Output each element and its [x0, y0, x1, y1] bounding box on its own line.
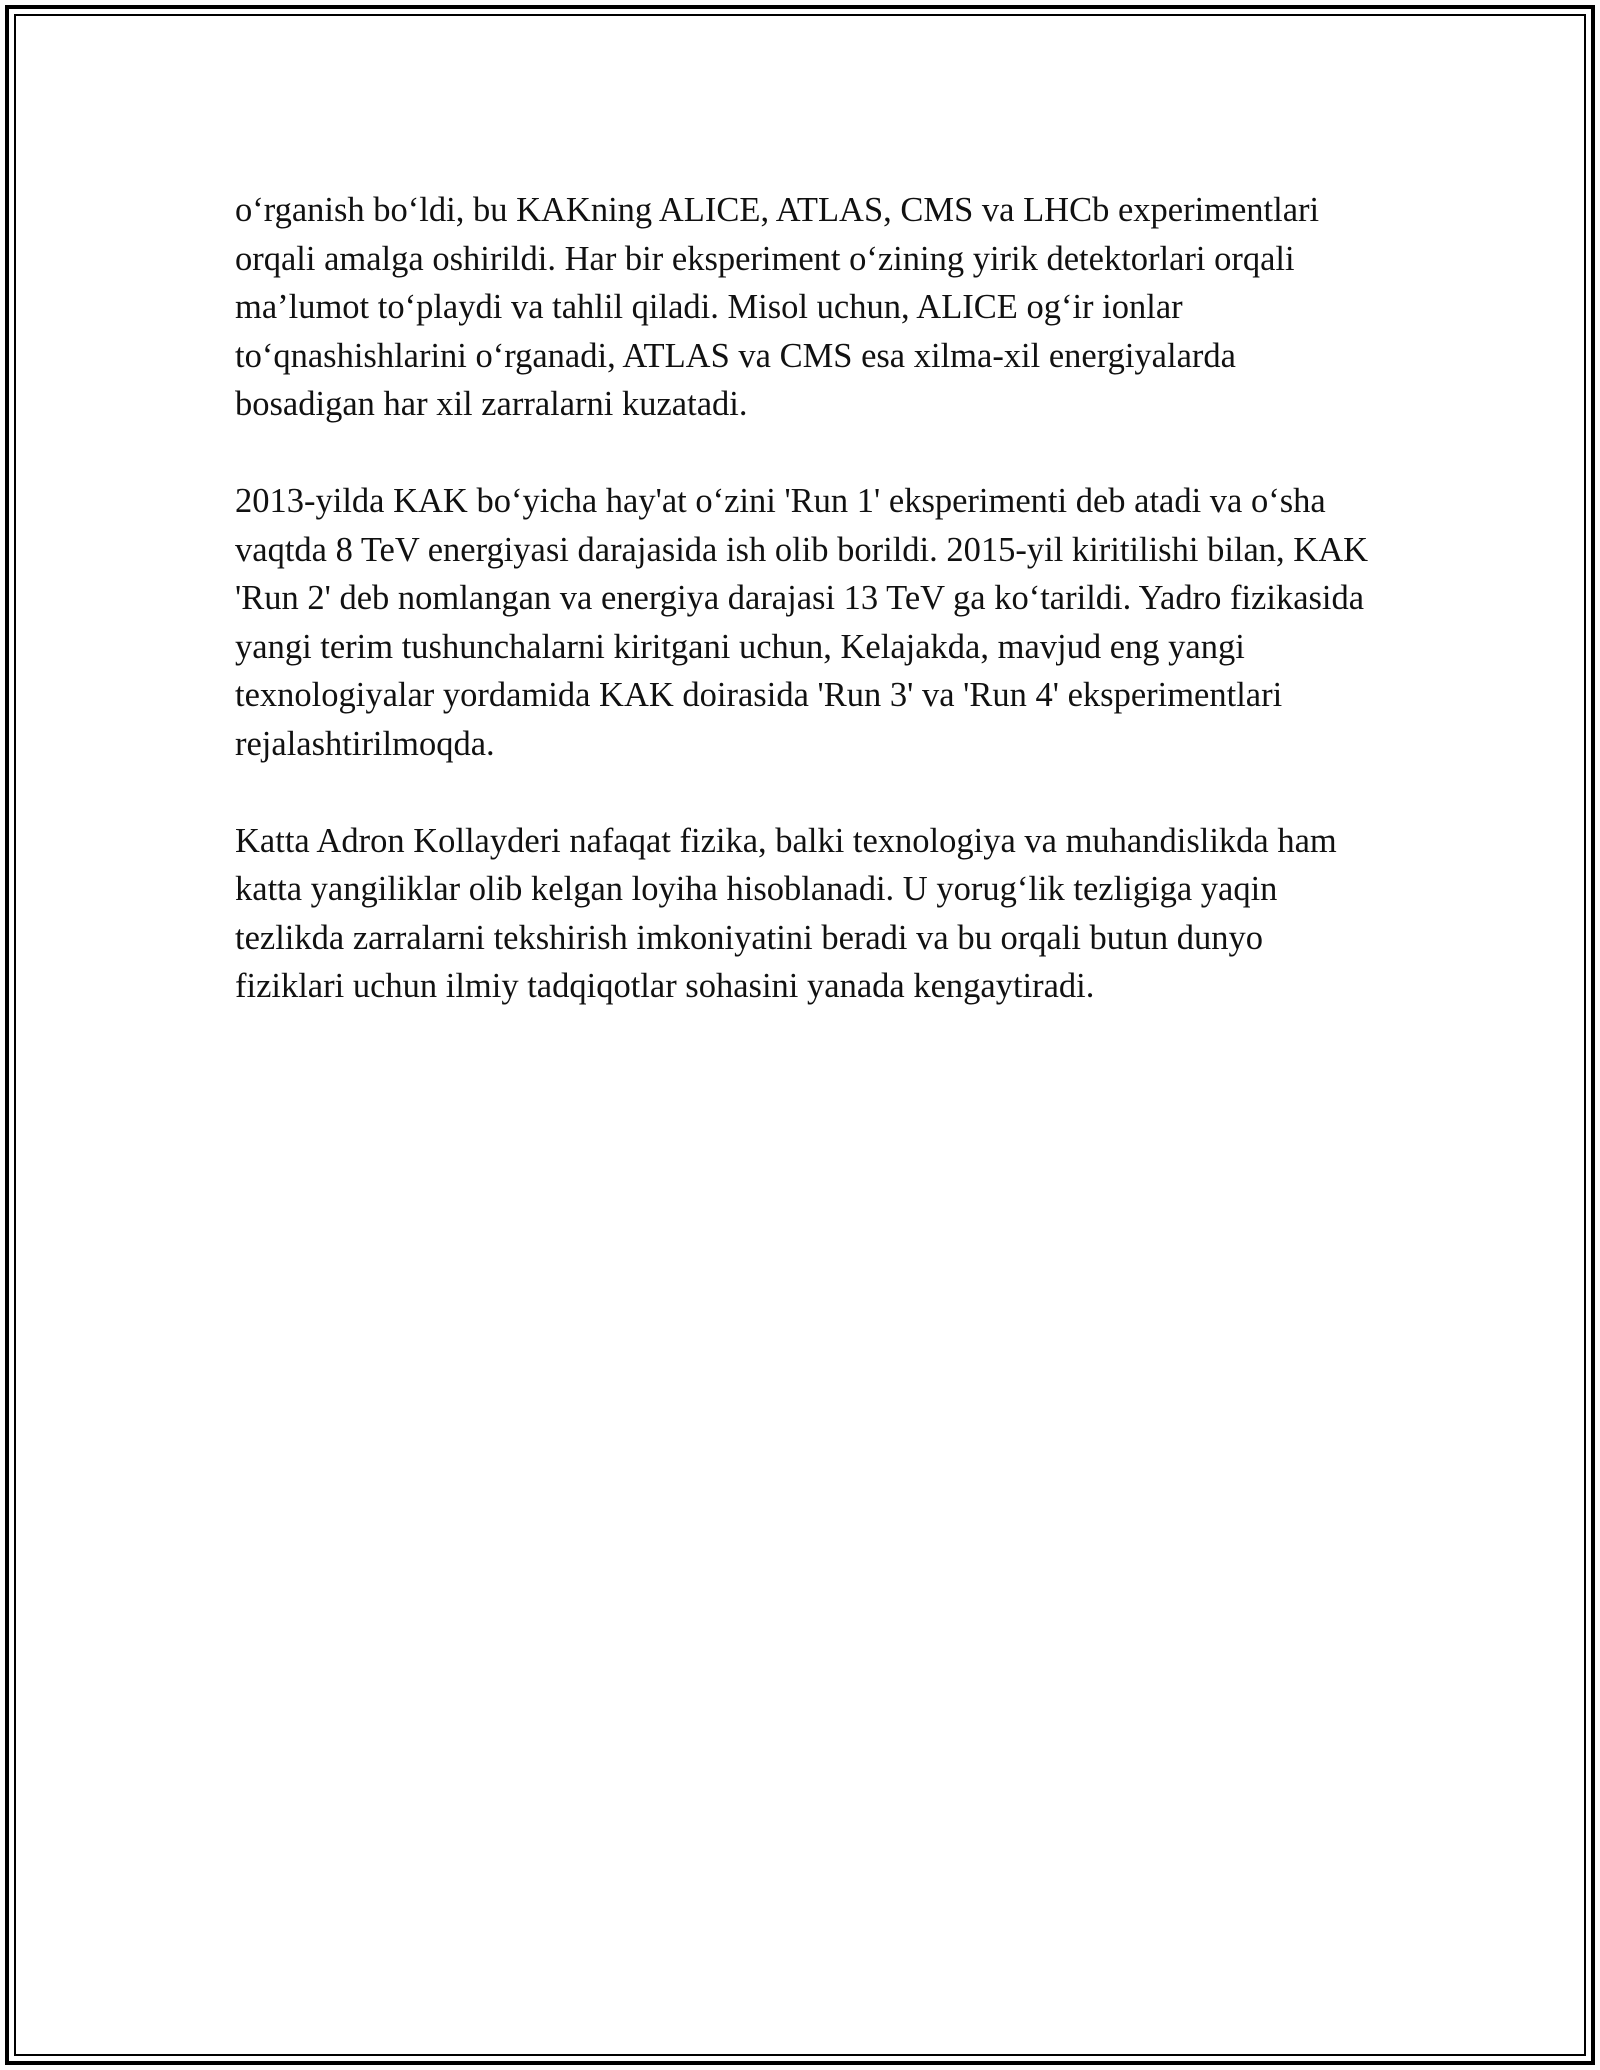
paragraph-3: Katta Adron Kollayderi nafaqat fizika, balki texnologiya va muhandislikda ham katta yangiliklar olib kelgan loyiha hisoblanadi. U yorug‘lik tezligiga yaqin tezlikda zarralarni tekshirish imkoniyatini beradi va bu orqali butun dunyo fiziklari uchun ilmiy tadqiqotlar sohasini yanada kengaytiradi.: [235, 821, 1337, 1005]
document-body: [235, 186, 1375, 1059]
paragraph-1: o‘rganish bo‘ldi, bu KAKning ALICE, ATLAS, CMS va LHCb experimentlari orqali amalga oshirildi. Har bir eksperiment o‘zining yirik detektorlari orqali ma’lumot to‘playdi va tahlil qiladi. Misol uchun, ALICE og‘ir ionlar to‘qnashishlarini o‘rganadi, ATLAS va CMS esa xilma-xil energiyalarda bosadigan har xil zarralarni kuzatadi.: [235, 191, 1320, 423]
paragraph-2: 2013-yilda KAK bo‘yicha hay'at o‘zini 'Run 1' eksperimenti deb atadi va o‘sha vaqtda 8 TeV energiyasi darajasida ish olib borildi. 2015-yil kiritilishi bilan, KAK 'Run 2' deb nomlangan va energiya darajasi 13 TeV ga ko‘tarildi. Yadro fizikasida yangi terim tushunchalarni kiritgani uchun, Kelajakda, mavjud eng yangi texnologiyalar yordamida KAK doirasida 'Run 3' va 'Run 4' eksperimentlari rejalashtirilmoqda.: [235, 482, 1369, 763]
